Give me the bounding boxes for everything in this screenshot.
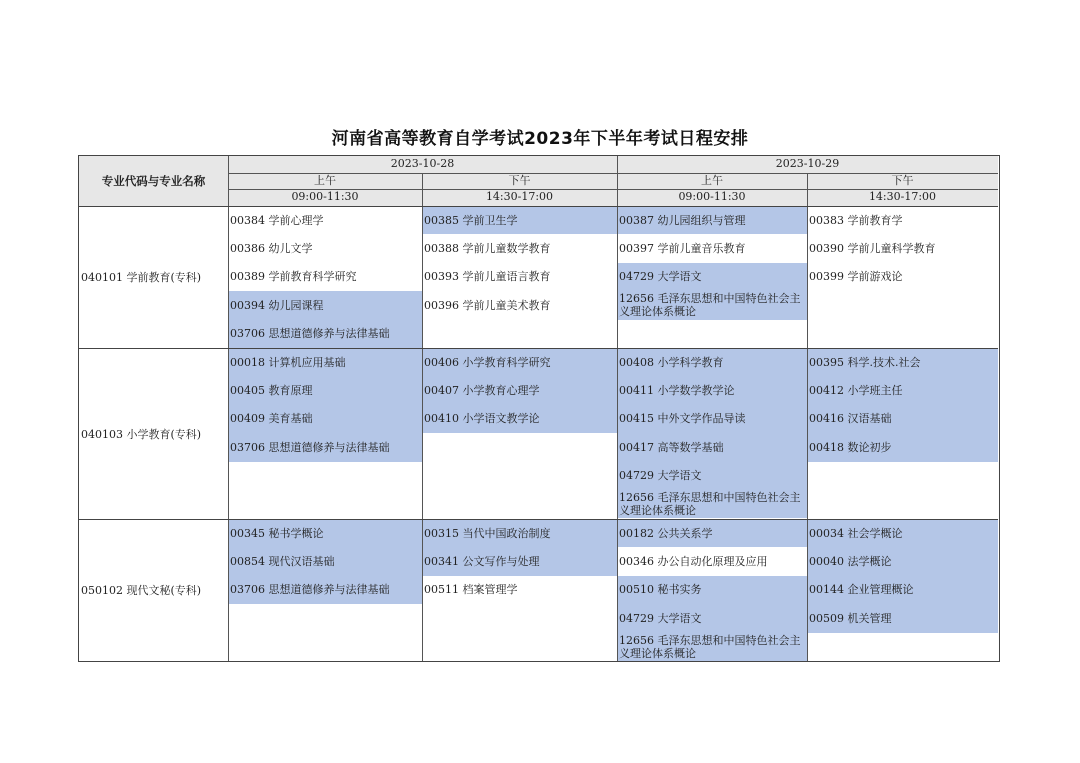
date-header-1: 2023-10-28 <box>228 156 617 173</box>
grid-line <box>807 173 808 661</box>
course-cell: 00389 学前教育科学研究 <box>230 270 357 284</box>
period-header-1: 上午 <box>228 173 422 189</box>
course-cell: 00388 学前儿童数学教育 <box>424 242 551 256</box>
course-cell: 00417 高等数学基础 <box>617 433 807 461</box>
time-header-3: 09:00-11:30 <box>617 189 807 206</box>
time-header-4: 14:30-17:00 <box>807 189 998 206</box>
course-cell: 00346 办公自动化原理及应用 <box>619 555 768 569</box>
period-header-2: 下午 <box>422 173 617 189</box>
course-cell: 00393 学前儿童语言教育 <box>424 270 551 284</box>
course-cell: 12656 毛泽东思想和中国特色社会主义理论体系概论 <box>617 633 807 661</box>
grid-line <box>228 189 998 190</box>
course-cell: 00405 教育原理 <box>228 376 422 404</box>
course-cell: 00315 当代中国政治制度 <box>422 519 617 547</box>
course-cell: 00410 小学语文教学论 <box>422 405 617 433</box>
course-cell: 00018 计算机应用基础 <box>228 348 422 376</box>
course-cell: 00406 小学教育科学研究 <box>422 348 617 376</box>
course-cell: 00385 学前卫生学 <box>422 206 617 234</box>
course-cell: 00511 档案管理学 <box>424 583 518 597</box>
course-cell: 00415 中外文学作品导读 <box>617 405 807 433</box>
course-cell: 00387 幼儿园组织与管理 <box>617 206 807 234</box>
course-cell: 00383 学前教育学 <box>809 213 903 227</box>
course-cell: 00390 学前儿童科学教育 <box>809 242 936 256</box>
course-cell: 00384 学前心理学 <box>230 213 324 227</box>
course-cell: 00345 秘书学概论 <box>228 519 422 547</box>
grid-line <box>228 156 229 661</box>
grid-line <box>228 173 998 174</box>
grid-line <box>79 519 998 520</box>
course-cell: 03706 思想道德修养与法律基础 <box>228 576 422 604</box>
schedule-table <box>78 155 1000 662</box>
time-header-1: 09:00-11:30 <box>228 189 422 206</box>
course-cell: 12656 毛泽东思想和中国特色社会主义理论体系概论 <box>617 291 807 319</box>
grid-line <box>79 206 998 207</box>
grid-line <box>79 348 998 349</box>
course-cell: 00408 小学科学教育 <box>617 348 807 376</box>
grid-line <box>422 173 423 661</box>
course-cell: 00407 小学教育心理学 <box>422 376 617 404</box>
course-cell: 00182 公共关系学 <box>617 519 807 547</box>
course-cell: 00418 数论初步 <box>807 433 998 461</box>
course-cell: 12656 毛泽东思想和中国特色社会主义理论体系概论 <box>617 490 807 518</box>
course-cell: 00399 学前游戏论 <box>809 270 903 284</box>
date-header-2: 2023-10-29 <box>617 156 998 173</box>
grid-line <box>617 156 618 661</box>
course-cell: 03706 思想道德修养与法律基础 <box>228 320 422 348</box>
time-header-2: 14:30-17:00 <box>422 189 617 206</box>
course-cell: 00510 秘书实务 <box>617 576 807 604</box>
course-cell: 00397 学前儿童音乐教育 <box>619 242 746 256</box>
course-cell: 00034 社会学概论 <box>807 519 998 547</box>
course-cell: 00341 公文写作与处理 <box>422 547 617 575</box>
course-cell: 00854 现代汉语基础 <box>228 547 422 575</box>
course-cell: 00509 机关管理 <box>807 604 998 632</box>
course-cell: 00386 幼儿文学 <box>230 242 313 256</box>
course-cell: 00416 汉语基础 <box>807 405 998 433</box>
major-name-2: 040103 小学教育(专科) <box>81 427 202 441</box>
course-cell: 04729 大学语文 <box>617 604 807 632</box>
course-cell: 00394 幼儿园课程 <box>228 291 422 319</box>
course-cell: 03706 思想道德修养与法律基础 <box>228 433 422 461</box>
course-cell: 00411 小学数学教学论 <box>617 376 807 404</box>
course-cell: 00395 科学.技术.社会 <box>807 348 998 376</box>
course-cell: 00412 小学班主任 <box>807 376 998 404</box>
course-cell: 00409 美育基础 <box>228 405 422 433</box>
major-name-3: 050102 现代文秘(专科) <box>81 584 202 597</box>
course-cell: 04729 大学语文 <box>617 263 807 291</box>
period-header-3: 上午 <box>617 173 807 189</box>
course-cell: 00396 学前儿童美术教育 <box>424 298 551 312</box>
period-header-4: 下午 <box>807 173 998 189</box>
course-cell: 00144 企业管理概论 <box>807 576 998 604</box>
major-name-1: 040101 学前教育(专科) <box>81 271 202 284</box>
header-corner: 专业代码与专业名称 <box>79 156 228 206</box>
course-cell: 04729 大学语文 <box>617 462 807 490</box>
page-title: 河南省高等教育自学考试2023年下半年考试日程安排 <box>331 129 749 149</box>
course-cell: 00040 法学概论 <box>807 547 998 575</box>
